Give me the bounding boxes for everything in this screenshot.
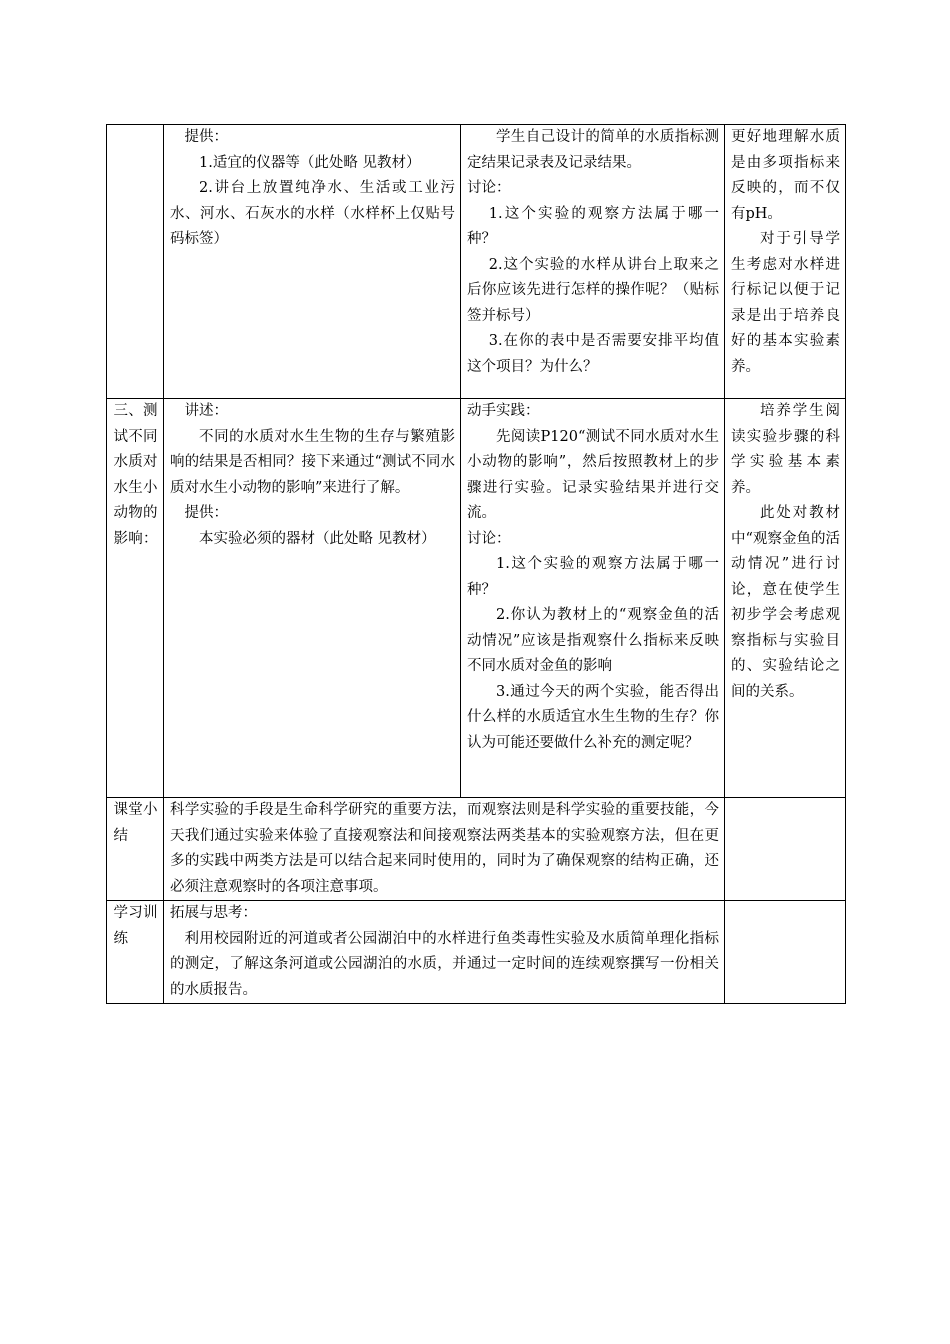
provide-item: 2.讲台上放置纯净水、生活或工业污水、河水、石灰水的水样（水样杯上仅贴号码标签） <box>170 180 455 247</box>
provide-text: 本实验必须的器材（此处略 见教材） <box>199 530 436 547</box>
section-label-cell: 三、测试不同水质对水生小动物的影响： <box>107 399 164 798</box>
section-label-cell <box>107 125 164 399</box>
provide-heading: 提供： <box>184 505 228 521</box>
section-label-cell: 学习训练 <box>107 901 164 1004</box>
discussion-item: 3.在你的表中是否需要安排平均值这个项目？为什么？ <box>467 333 719 375</box>
student-activity-cell <box>461 399 725 798</box>
student-intro: 学生自己设计的简单的水质指标测定结果记录表及记录结果。 <box>467 129 719 171</box>
design-note: 培养学生阅读实验步骤的科学实验基本素养。 <box>731 403 840 496</box>
section-label-cell: 课堂小结 <box>107 798 164 901</box>
teacher-activity-cell <box>164 125 461 399</box>
discussion-heading: 讨论： <box>467 530 511 547</box>
practice-text: 先阅读P120“测试不同水质对水生小动物的影响”，然后按照教材上的步骤进行实验。记录实验结果并进行交流。 <box>467 428 719 521</box>
design-note: 此处对教材中“观察金鱼的活动情况”进行讨论，意在使学生初步学会考虑观察指标与实验目的、实验结论之间的关系。 <box>731 505 840 700</box>
table-row <box>107 798 846 901</box>
training-heading: 拓展与思考： <box>170 905 257 921</box>
student-activity-cell <box>461 125 725 399</box>
table-row <box>107 901 846 1004</box>
training-cell <box>164 901 725 1004</box>
discussion-item: 1.这个实验的观察方法属于哪一种？ <box>467 556 719 598</box>
discussion-item: 1.这个实验的观察方法属于哪一种？ <box>467 205 719 247</box>
training-text: 利用校园附近的河道或者公园湖泊中的水样进行鱼类毒性实验及水质简单理化指标的测定，了解这条河道或公园湖泊的水质，并通过一定时间的连续观察撰写一份相关的水质报告。 <box>170 930 719 998</box>
teacher-activity-cell <box>164 399 461 798</box>
table-row <box>107 125 846 399</box>
discussion-item: 3.通过今天的两个实验，能否得出什么样的水质适宜水生生物的生存？你认为可能还要做什么补充的测定呢？ <box>467 683 719 751</box>
empty-cell <box>725 901 846 1004</box>
lesson-plan-table <box>106 124 846 1004</box>
design-intent-cell <box>725 399 846 798</box>
provide-item: 1.适宜的仪器等（此处略 见教材） <box>199 154 421 171</box>
lecture-heading: 讲述： <box>184 403 228 419</box>
design-note: 对于引导学生考虑对水样进行标记以便于记录是出于培养良好的基本实验素养。 <box>731 231 840 375</box>
discussion-item: 2.这个实验的水样从讲台上取来之后你应该先进行怎样的操作呢？（贴标签并标号） <box>467 256 719 324</box>
design-intent-cell <box>725 125 846 399</box>
summary-cell <box>164 798 725 901</box>
provide-heading: 提供： <box>184 129 228 145</box>
discussion-heading: 讨论： <box>467 180 511 196</box>
summary-text: 科学实验的手段是生命科学研究的重要方法，而观察法则是科学实验的重要技能，今天我们通过实验来体验了直接观察法和间接观察法两类基本的实验观察方法，但在更多的实践中两类方法是可以结合起来同时使用的，同时为了确保观察的结构正确，还必须注意观察时的各项注意事项。 <box>170 802 719 895</box>
empty-cell <box>725 798 846 901</box>
discussion-item: 2.你认为教材上的“观察金鱼的活动情况”应该是指观察什么指标来反映不同水质对金鱼的影响 <box>467 607 719 674</box>
design-note: 更好地理解水质是由多项指标来反映的，而不仅有pH。 <box>731 129 840 222</box>
table-row <box>107 399 846 798</box>
lecture-text: 不同的水质对水生生物的生存与繁殖影响的结果是否相同？接下来通过“测试不同水质对水生小动物的影响”来进行了解。 <box>170 428 455 496</box>
practice-heading: 动手实践： <box>467 403 540 419</box>
